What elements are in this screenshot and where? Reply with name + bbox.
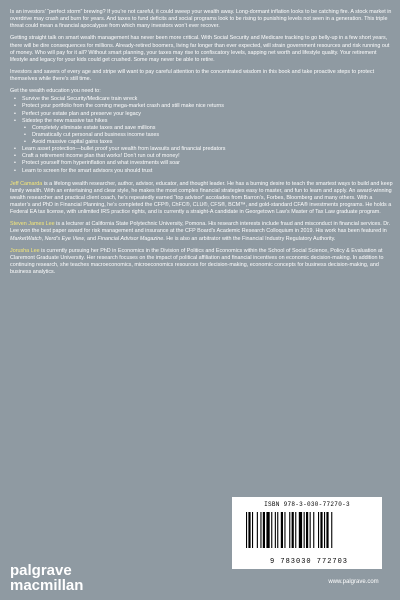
author-bio-jeff-camarda bbox=[10, 181, 394, 217]
publication-name: Nerd’s Eye View bbox=[44, 235, 85, 242]
list-item: • Learn asset protection—bullet proof your wealth from lawsuits and financial predators bbox=[22, 146, 394, 153]
list-item: • Learn to screen for the smart advisors you should trust bbox=[22, 168, 394, 175]
palgrave-macmillan-logo bbox=[10, 563, 83, 593]
separator-text: , and bbox=[84, 235, 98, 242]
barcode-number: 9 783030 772703 bbox=[269, 558, 348, 566]
list-item: • Perfect your estate plan and preserve your legacy bbox=[22, 111, 394, 118]
author-name: Jeff Camarda bbox=[10, 180, 43, 187]
logo-line-1: palgrave bbox=[10, 562, 72, 579]
list-item: • Protect yourself from hyperinflation and what investments will soar bbox=[22, 160, 394, 167]
author-bio-text: . He is also an arbitrator with the Financial Industry Regulatory Authority. bbox=[163, 235, 336, 242]
logo-line-2: macmillan bbox=[10, 577, 84, 594]
author-bio-jorusha-lee bbox=[10, 248, 394, 277]
sub-list-item: • Avoid massive capital gains taxes bbox=[32, 139, 394, 146]
publication-name: Financial Advisor Magazine bbox=[97, 235, 164, 242]
intro-paragraph-3: Investors and savers of every age and stripe will want to pay careful attention to the concentrated wisdom in this book and take proactive steps to protect themselves while there’s still time. bbox=[10, 68, 375, 82]
author-bio-text: is a lifelong wealth researcher, author, advisor, educator, and thought leader. He has a burning desire to teach the smartest ways to build and keep family wealth. With an entertaining and clear style, he makes the most complex financial strategies easy to master, and fun to learn and apply. An award-winning wealth researcher and practical client coach, he’s repeatedly earned “top advisor” accolades from Barron’s, Forbes, Bloomberg and many others. With a master’s and PhD in Financial Planning, he’s completed the CFP®, ChFC®, CLU®, CFS®, BCM™, and gold-standard CFA® investments programs. He holds a Federal EA tax license, with unlimited IRS practice rights, and is currently a straight-A candidate in Georgetown Law’s Master of Tax Law graduate program. bbox=[10, 180, 393, 216]
author-bio-text: is a lecturer at California State Polytechnic University, Pomona. His research interests include fraud and misconduct in financial services. Dr. Lee won the best paper award for risk management and insurance at the CFP Board’s Academic Research Colloquium in 2019. His work has been featured in bbox=[10, 221, 391, 235]
tax-sub-list bbox=[22, 125, 394, 146]
list-item bbox=[22, 118, 394, 147]
list-item: • Craft a retirement income plan that works! Don’t run out of money! bbox=[22, 153, 394, 160]
separator-text: , bbox=[41, 235, 45, 242]
intro-paragraph-1: Is an investors’ “perfect storm” brewing? If you’re not careful, it could sweep your wealth away. Long-dormant inflation looks to be catching fire. A stock market in overdrive may crash and burn for years. And taxes to fund deficits and social programs look to be rising to punishing levels not seen in a generation. This triple threat could mean a financial apocalypse from which many investors won’t ever recover. bbox=[10, 9, 392, 30]
sub-list-item: • Dramatically cut personal and business income taxes bbox=[32, 132, 394, 139]
author-bio-text: is currently pursuing her PhD in Economics in the Division of Politics and Economics within the School of Social Science, Policy & Evaluation at Claremont Graduate University. Her research focuses on the impact of political affiliation and financial incentives on economic decision-making. In addition to continuing research, she teaches macroeconomics, microeconomics resources for decision-making, economic concepts for business decision-making, and business analytics. bbox=[10, 247, 384, 275]
publication-name: MarketWatch bbox=[10, 235, 42, 242]
author-name: Jorusha Lee bbox=[10, 247, 40, 254]
author-name: Steven James Lee bbox=[10, 221, 55, 228]
list-item: • Protect your portfolio from the coming mega-market crash and still make nice returns bbox=[22, 103, 394, 110]
barcode-icon bbox=[244, 512, 370, 555]
isbn-label: ISBN 978-3-030-77270-3 bbox=[264, 501, 350, 508]
benefit-list bbox=[10, 96, 394, 174]
barcode-box bbox=[232, 497, 382, 569]
list-item: • Survive the Social Security/Medicare train wreck bbox=[22, 96, 394, 103]
cover-text bbox=[10, 9, 394, 281]
intro-paragraph-2: Getting straight talk on smart wealth management has never been more critical. With Social Security and Medicare tracking to go belly-up in a few short years, there will be dire consequences for millions. Already-retired boomers, living far longer than ever expected, will strain government resources and risk running out of money. Who will pay for it all? Without smart planning, your taxes may rise to confiscatory levels, sapping net worth and lifestyle quality. Your retirement lifestyle and legacy for your kids could get crushed. Some may never be able to retire. bbox=[10, 35, 390, 63]
list-item-label: Sidestep the new massive tax hikes bbox=[22, 117, 108, 124]
sub-list-item: • Completely eliminate estate taxes and save millions bbox=[32, 125, 394, 132]
list-intro: Get the wealth education you need to: bbox=[10, 88, 101, 95]
author-bio-steven-james-lee bbox=[10, 221, 394, 242]
publisher-url: www.palgrave.com bbox=[328, 579, 379, 585]
